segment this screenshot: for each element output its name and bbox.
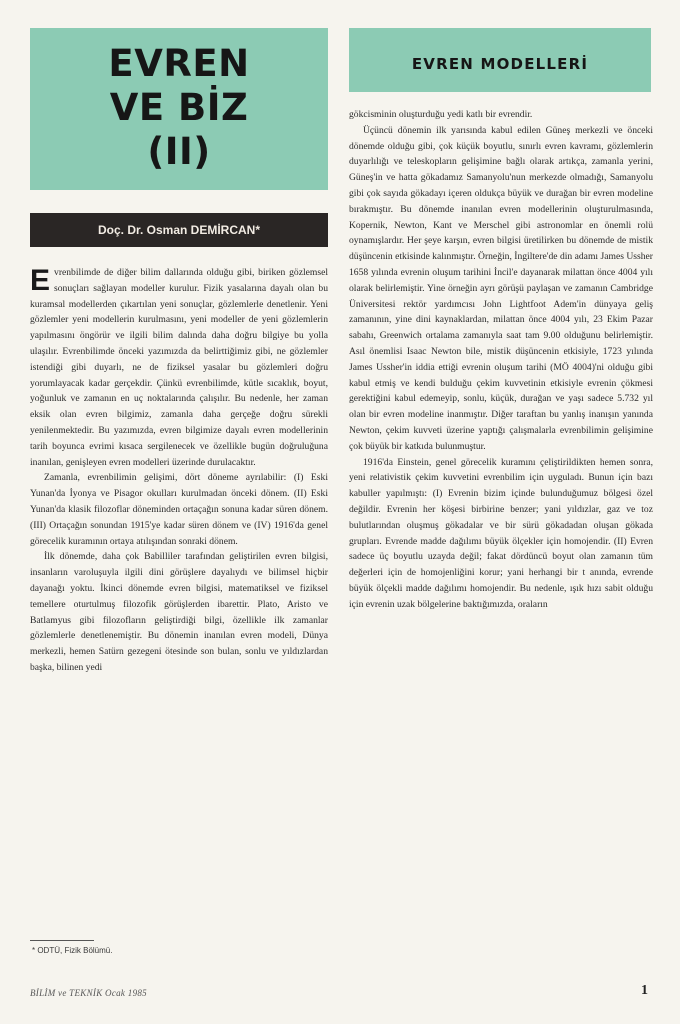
title-line: EVREN [108, 42, 250, 85]
paragraph [30, 265, 328, 470]
section-header: EVREN MODELLERİ [411, 55, 589, 73]
right-column [349, 107, 653, 952]
title-line: VE BİZ [109, 86, 249, 129]
footnote: * ODTÜ, Fizik Bölümü. [32, 946, 113, 955]
title-line: (II) [147, 130, 211, 173]
paragraph: 1916'da Einstein, genel görecelik kuramını çeliştirildikten hemen sonra, yeni relativistik çekim kuvvetini evrenbilim için uyguladı. Bunun için bazı kabuller yapılmıştı: (I) Evrenin bizim içinde bulunduğumuz bölgesi özel değildir. Evrenin her köşesi birbirine benzer; yani yıldızlar, gaz ve toz bulutlarından oluşmuş gökadalar ve bir sürü gökadadan oluşan gökada grupları. Evrende madde dağılımı büyük ölçekler için homojendir. (II) Evren sadece üç boyutlu uzayda değil; fakat dördüncü boyut olan zamanın tüm değerleri için de homojenliğini korur; yani herhangi bir t anında, evrende büyük ölçekli madde dağılımı homojendir. Bu nedenle, ışık hızı sabit olduğu için evrenin uzak bölgelerine baktığımızda, oraların [349, 456, 653, 610]
paragraph: Üçüncü dönemin ilk yarısında kabul edilen Güneş merkezli ve önceki dönemde olduğu gibi, çok küçük boyutlu, sınırlı evren kavramı, gözlemlerin duyarlılığı ve teleskopların gelişimine bağlı olarak artıkça, zamanla yerini, Güneş'in ve hatta gökadamız Samanyolu'nun merkezde olmadığı, Samanyolu gibi çok sayıda gökadayı içeren oldukça büyük ve durağan bir evren modeline bırakmıştır. Bu dönemde inanılan evren modellerinin oluşturulmasında, Kopernik, Newton, Kant ve Merschel gibi astronomlar en önemli rolü oynamışlardır. Her şeye karşın, evren bilgisi üretilirken bu dönemde de mistik düşüncenin etkisinde kalınmıştır. Örneğin, İngiltere'de din adamı James Ussher 1658 yılında evrenin oluşum tarihini İncil'e dayanarak milattan önce 4004 yılı olarak belirlemiştir. Yine örneğin ayrı görüşü paylaşan ve zamanın Cambridge Üniversitesi rektör yardımcısı John Lightfoot Adem'in dünyaya geliş zamanının, yine dini kaynaklardan, milattan önce 4004 yılı, 23 Ekim Pazar sabahı, Greenwich ortalama zamanıyla saat tam 9.00 olduğunu belirlemiştir. Asıl önemlisi Isaac Newton bile, mistik düşüncenin etkisiyle, 1723 yılında James Ussher'in iddia ettiği evrenin oluşum tarihi (MÖ 4004)'ni olduğu gibi kabul etmiş ve kendi bulduğu çekim kuvvetinin etkisiyle evrenin çökmesi gerektiğini kabul edemeyip, sonlu, küçük, durağan ve yaşı sadece 5.732 yıl olan bir evren modeline inanmıştır. Diğer taraftan bu yanlış inanışın yanında Newton, çekim kuvveti üzerine yaptığı çalışmalarla evrenbilimin gelişimine çok büyük bir katkıda bulunmuştur. [349, 124, 653, 452]
page-number: 1 [641, 983, 648, 998]
paragraph-text: vrenbilimde de diğer bilim dallarında olduğu gibi, biriken gözlemsel sonuçları sağlayan modeller kurulur. Fizik yasalarına dayalı olan bu kuramsal modellerden çıkartılan yeni sonuçlar, gözlemlerle denetlenir. Yeni gözlemler yeni modellerin kurulmasını, yeni modeller de yeni gözlemlerin yapılmasını öngörür ve ilgili bilim dalında daha doğru bilgiye bu yolla ulaşılır. Evrenbilimde önceki yazımızda da belirttiğimiz gibi, ne gözlemler istendiği gibi duyarlı, ne de fiziksel yasalar bu gözlemleri doğru yorumlayacak kadar gerçekdir. Çünkü evrenbilimde, kütle sıcaklık, boyut, yoğunluk ve zamanın en uç noktalarında çalışılır. Bu nedenle, her zaman eksik olan evren bilgimiz, zamanla daha gerçeğe doğru sürekli yenilenmektedir. Bu yazımızda, evren bilgimize dayalı evren modellerinin tarih boyunca evrimi kısaca sergilenecek ve özellikle bugün doğruluğuna inanılan, genişleyen evren modelleri üzerinde durulacaktır. [30, 267, 328, 468]
footnote-divider [30, 940, 94, 941]
paragraph: İlk dönemde, daha çok Babilliler tarafından geliştirilen evren bilgisi, insanların varoluşuyla ilgili dini görüşlere dayalıydı ve bilimsel hiçbir dayanağı yoktu. İkinci dönemde evren bilgisi, matematiksel ve fiziksel temellere oturtulmuş filozofik görüşlerden ibarettir. Plato, Aristo ve Batlamyus gibi filozofların geliştirdiği bilgi, özellikle ilk zamanlar gözlemlerle denetlenemiştir. Bu dönemin inanılan evren modeli, Dünya merkezli, hemen Satürn gezegeni ötesinde son bulan, sonlu ve yıldızlardan başka, bilinen yedi [30, 551, 328, 673]
paragraph: gökcisminin oluşturduğu yedi katlı bir evrendir. [349, 109, 533, 120]
title-box [30, 28, 328, 190]
left-column [30, 265, 328, 930]
paragraph: Zamanla, evrenbilimin gelişimi, dört döneme ayrılabilir: (I) Eski Yunan'da İyonya ve Pisagor okulları kurulmadan önceki dönem. (II) Eski Yunan'da klasik filozoflar döneminden ortaçağın sonuna kadar süren dönem. (III) Ortaçağın sonundan 1915'ye kadar süren dönem ve (IV) 1916'da genel görecelik kuramının ortaya atılışından sonraki dönem. [30, 472, 328, 547]
author-name: Doç. Dr. Osman DEMİRCAN* [97, 223, 261, 237]
drop-cap: E [30, 265, 51, 297]
section-header-box [349, 28, 651, 92]
article-title [30, 42, 328, 174]
publication-footer: BİLİM ve TEKNİK Ocak 1985 [30, 988, 147, 998]
author-bar [30, 213, 328, 247]
